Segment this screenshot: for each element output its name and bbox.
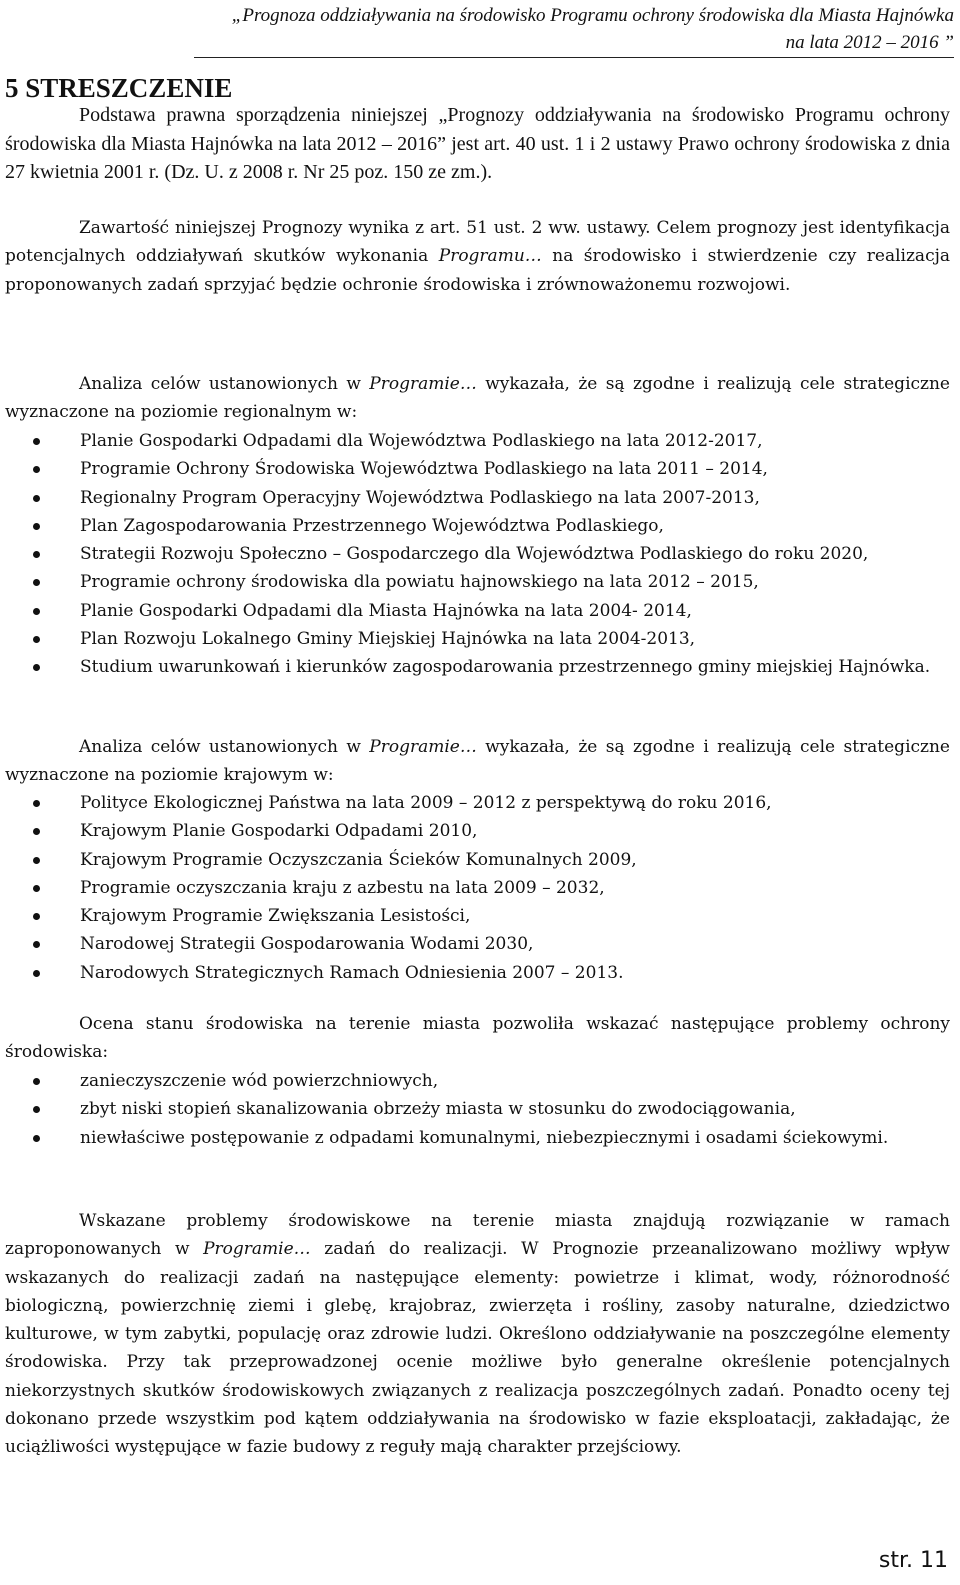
national-text-lead: Analiza celów ustanowionych w <box>79 737 370 757</box>
running-header-line-1: „Prognoza oddziaływania na środowisko Programu ochrony środowiska dla Miasta Hajnówka <box>231 5 954 26</box>
list-item: Plan Zagospodarowania Przestrzennego Województwa Podlaskiego, <box>5 512 950 540</box>
list-item: zbyt niski stopień skanalizowania obrzeży miasta w stosunku do zwodociągowania, <box>5 1095 950 1123</box>
list-item: Krajowym Planie Gospodarki Odpadami 2010, <box>5 817 950 845</box>
regional-text-lead: Analiza celów ustanowionych w <box>79 374 370 394</box>
list-item: Planie Gospodarki Odpadami dla Województwa Podlaskiego na lata 2012-2017, <box>5 427 950 455</box>
list-item: zanieczyszczenie wód powierzchniowych, <box>5 1067 950 1095</box>
scope-text-middle: Celem prognozy jest identyfikacja potencjalnych oddziaływań skutków wykonania <box>5 218 951 267</box>
section-heading: 5 STRESZCZENIE <box>5 73 233 103</box>
list-item: Strategii Rozwoju Społeczno – Gospodarczego dla Województwa Podlaskiego do roku 2020, <box>5 540 950 568</box>
paragraph-national-analysis <box>5 733 950 790</box>
paragraph-legal-basis: Podstawa prawna sporządzenia niniejszej „Prognozy oddziaływania na środowisko Programu ochrony środowiska dla Miasta Hajnówka na lata 2012 – 2016” jest art. 40 ust. 1 i 2 ustawy Prawo ochrony środowiska z dnia 27 kwietnia 2001 r. (Dz. U. z 2008 r. Nr 25 poz. 150 ze zm.). <box>5 104 950 183</box>
solutions-text-end: zadań do realizacji. W Prognozie przeanalizowano możliwy wpływ wskazanych do realizacji zadań na następujące elementy: powietrze i klimat, wody, różnorodność biologiczną, powierzchnię ziemi i glebę, krajobraz, zwierzęta i rośliny, zasoby naturalne, dziedzictwo kulturowe, w tym zabytki, populację oraz zdrowie ludzi. Określono oddziaływanie na poszczególne elementy środowiska. Przy tak przeprowadzonej ocenie możliwe było generalne określenie potencjalnych niekorzystnych skutków środowiskowych związanych z realizacja poszczególnych zadań. Ponadto oceny tej dokonano przede wszystkim pod kątem oddziaływania na środowisko w fazie eksploatacji, zakładając, że uciążliwości występujące w fazie budowy z reguły mają charakter przejściowy. <box>5 1239 950 1458</box>
national-documents-list <box>5 789 950 987</box>
regional-documents-list <box>5 427 950 682</box>
solutions-text-lead: Wskazane problemy środowiskowe na terenie miasta znajdują rozwiązanie w ramach zaproponowanych w <box>5 1211 950 1260</box>
regional-program-ref: Programie… <box>369 374 477 394</box>
list-item: Narodowej Strategii Gospodarowania Wodami 2030, <box>5 930 950 958</box>
paragraph-regional-analysis <box>5 370 950 427</box>
list-item: Polityce Ekologicznej Państwa na lata 2009 – 2012 z perspektywą do roku 2016, <box>5 789 950 817</box>
list-item: Programie Ochrony Środowiska Województwa Podlaskiego na lata 2011 – 2014, <box>5 455 950 483</box>
list-item: Narodowych Strategicznych Ramach Odniesienia 2007 – 2013. <box>5 959 950 987</box>
paragraph-scope <box>5 214 950 299</box>
list-item: niewłaściwe postępowanie z odpadami komunalnymi, niebezpiecznymi i osadami ściekowymi. <box>5 1124 950 1152</box>
list-item: Regionalny Program Operacyjny Województwa Podlaskiego na lata 2007-2013, <box>5 484 950 512</box>
running-header <box>194 2 954 58</box>
list-item: Programie ochrony środowiska dla powiatu hajnowskiego na lata 2012 – 2015, <box>5 568 950 596</box>
national-text-end: wykazała, że są zgodne i realizują cele strategiczne wyznaczone na poziomie krajowym w: <box>5 737 950 786</box>
list-item: Krajowym Programie Zwiększania Lesistości, <box>5 902 950 930</box>
national-program-ref: Programie… <box>369 737 477 757</box>
paragraph-solutions <box>5 1207 950 1462</box>
page-number: str. 11 <box>878 1548 948 1573</box>
running-header-line-2: na lata 2012 – 2016 ” <box>785 32 954 53</box>
list-item: Programie oczyszczania kraju z azbestu na lata 2009 – 2032, <box>5 874 950 902</box>
scope-text-lead: Zawartość niniejszej Prognozy wynika z art. 51 ust. 2 ww. ustawy. <box>79 218 651 238</box>
environmental-problems-list <box>5 1067 950 1152</box>
list-item: Krajowym Programie Oczyszczania Ścieków Komunalnych 2009, <box>5 846 950 874</box>
regional-text-end: wykazała, że są zgodne i realizują cele strategiczne wyznaczone na poziomie regionalnym w: <box>5 374 950 423</box>
scope-text-end: na środowisko i stwierdzenie czy realizacja proponowanych zadań sprzyjać będzie ochronie środowiska i zrównoważonemu rozwojowi. <box>5 246 950 295</box>
paragraph-environment-assessment: Ocena stanu środowiska na terenie miasta pozwoliła wskazać następujące problemy ochrony środowiska: <box>5 1014 950 1063</box>
solutions-program-ref: Programie… <box>203 1239 311 1260</box>
list-item: Studium uwarunkowań i kierunków zagospodarowania przestrzennego gminy miejskiej Hajnówka. <box>5 653 950 681</box>
list-item: Planie Gospodarki Odpadami dla Miasta Hajnówka na lata 2004- 2014, <box>5 597 950 625</box>
list-item: Plan Rozwoju Lokalnego Gminy Miejskiej Hajnówka na lata 2004-2013, <box>5 625 950 653</box>
scope-program-ref: Programu… <box>438 246 542 267</box>
